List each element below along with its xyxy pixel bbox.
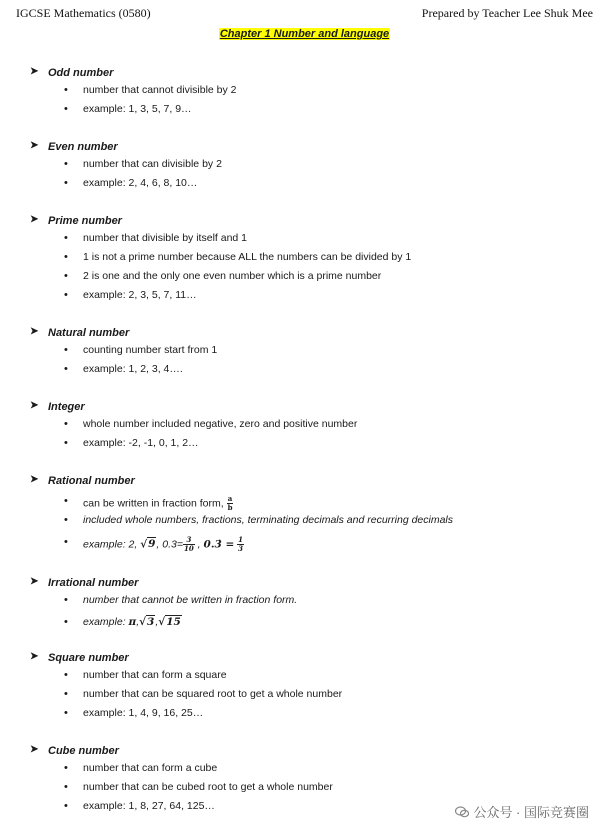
bullet-icon: •	[64, 514, 68, 526]
list-item: • number that can form a square	[64, 669, 227, 681]
bullet-icon: •	[64, 289, 68, 301]
section-title: ➤ Rational number	[30, 474, 135, 487]
arrow-bullet-icon: ➤	[30, 744, 39, 755]
list-item: • number that divisible by itself and 1	[64, 232, 248, 244]
bullet-icon: •	[64, 594, 68, 606]
section-title: ➤ Odd number	[30, 66, 114, 79]
bullet-icon: •	[64, 84, 68, 96]
wechat-icon	[455, 806, 469, 818]
watermark: 公众号 · 国际竞赛圈	[455, 802, 589, 821]
page-header	[16, 6, 593, 22]
list-item: • example: π,√3,√15	[64, 616, 181, 628]
section-title: ➤ Square number	[30, 651, 129, 664]
list-item: • number that can be cubed root to get a whole number	[64, 781, 333, 793]
list-item: • example: 2, √9, 0.3= $\frac{3}{10}$ , 0.3̇ = $\frac{1}{3}$	[64, 535, 244, 553]
fraction-1-over-3: $\frac{1}{3}$	[238, 535, 244, 553]
bullet-icon: •	[64, 707, 68, 719]
section-irrational-number	[30, 576, 590, 633]
list-item: • example: 1, 4, 9, 16, 25…	[64, 707, 204, 719]
header-author: Prepared by Teacher Lee Shuk Mee	[421, 6, 593, 20]
bullet-icon: •	[64, 437, 68, 449]
list-item: • example: 2, 4, 6, 8, 10…	[64, 177, 198, 189]
bullet-icon: •	[64, 495, 68, 507]
list-item: • example: 1, 8, 27, 64, 125…	[64, 800, 215, 812]
section-title: ➤ Cube number	[30, 744, 119, 757]
arrow-bullet-icon: ➤	[30, 400, 39, 411]
fraction-a-over-b: $\frac{a}{b}$	[227, 494, 233, 512]
list-item: • number that cannot be written in fraction form.	[64, 594, 298, 606]
bullet-icon: •	[64, 363, 68, 375]
bullet-icon: •	[64, 669, 68, 681]
section-even-number	[30, 140, 590, 194]
list-item: • number that can be squared root to get a whole number	[64, 688, 343, 700]
arrow-bullet-icon: ➤	[30, 214, 39, 225]
bullet-icon: •	[64, 688, 68, 700]
header-course: IGCSE Mathematics (0580)	[16, 6, 151, 20]
arrow-bullet-icon: ➤	[30, 576, 39, 587]
section-title: ➤ Natural number	[30, 326, 130, 339]
list-item: • number that cannot divisible by 2	[64, 84, 237, 96]
bullet-icon: •	[64, 270, 68, 282]
bullet-icon: •	[64, 781, 68, 793]
section-prime-number	[30, 214, 590, 306]
list-item: • number that can form a cube	[64, 762, 218, 774]
fraction-3-over-10: $\frac{3}{10}$	[184, 535, 194, 553]
bullet-icon: •	[64, 418, 68, 430]
arrow-bullet-icon: ➤	[30, 651, 39, 662]
section-odd-number	[30, 66, 590, 120]
sqrt-9: √9	[140, 538, 156, 551]
section-title: ➤ Even number	[30, 140, 118, 153]
list-item: • number that can divisible by 2	[64, 158, 222, 170]
arrow-bullet-icon: ➤	[30, 66, 39, 77]
list-item: • counting number start from 1	[64, 344, 218, 356]
arrow-bullet-icon: ➤	[30, 140, 39, 151]
section-title: ➤ Prime number	[30, 214, 122, 227]
section-title: ➤ Irrational number	[30, 576, 139, 589]
section-natural-number	[30, 326, 590, 380]
arrow-bullet-icon: ➤	[30, 326, 39, 337]
bullet-icon: •	[64, 616, 68, 628]
list-item: • whole number included negative, zero and positive number	[64, 418, 358, 430]
section-square-number	[30, 651, 590, 724]
section-title: ➤ Integer	[30, 400, 85, 413]
bullet-icon: •	[64, 103, 68, 115]
sqrt-3: √3	[139, 616, 155, 628]
bullet-icon: •	[64, 177, 68, 189]
bullet-icon: •	[64, 536, 68, 548]
sqrt-15: √15	[158, 616, 181, 628]
bullet-icon: •	[64, 800, 68, 812]
section-rational-number	[30, 474, 590, 553]
arrow-bullet-icon: ➤	[30, 474, 39, 485]
bullet-icon: •	[64, 344, 68, 356]
list-item: • 1 is not a prime number because ALL the numbers can be divided by 1	[64, 251, 412, 263]
section-integer	[30, 400, 590, 454]
list-item: • included whole numbers, fractions, terminating decimals and recurring decimals	[64, 514, 454, 526]
list-item: • example: 2, 3, 5, 7, 11…	[64, 289, 197, 301]
list-item: • can be written in fraction form, $\frac{a}{b}$	[64, 494, 233, 512]
bullet-icon: •	[64, 232, 68, 244]
list-item: • example: 1, 2, 3, 4….	[64, 363, 183, 375]
bullet-icon: •	[64, 762, 68, 774]
list-item: • 2 is one and the only one even number which is a prime number	[64, 270, 382, 282]
bullet-icon: •	[64, 158, 68, 170]
bullet-icon: •	[64, 251, 68, 263]
list-item: • example: 1, 3, 5, 7, 9…	[64, 103, 192, 115]
list-item: • example: -2, -1, 0, 1, 2…	[64, 437, 199, 449]
chapter-title: Chapter 1 Number and language	[219, 28, 390, 40]
